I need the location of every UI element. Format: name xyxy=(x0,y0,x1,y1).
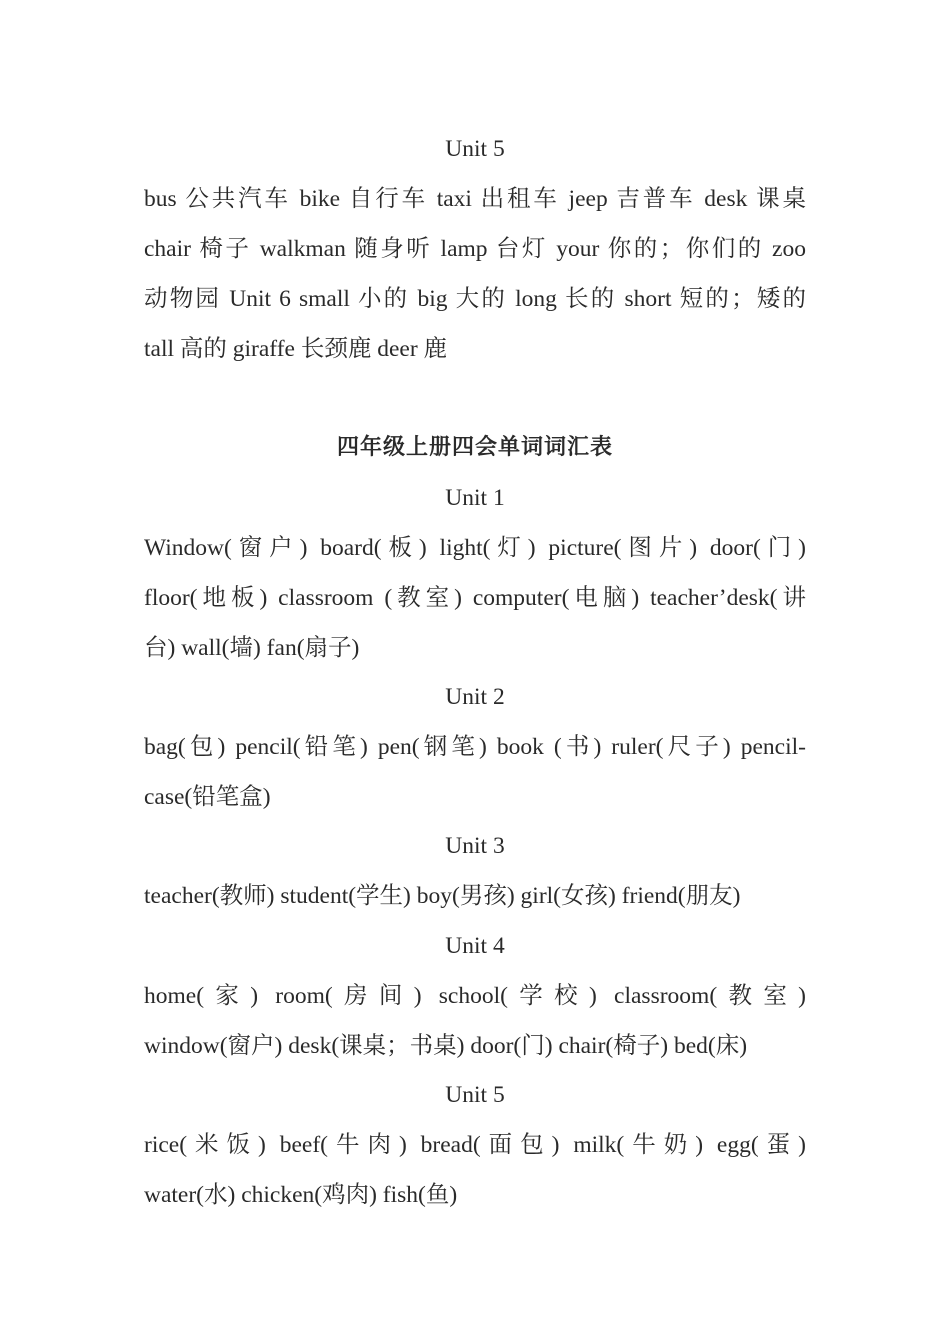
unit-3-title: Unit 3 xyxy=(445,833,505,859)
vocab-line: 动物园 Unit 6 small 小的 big 大的 long 长的 short 短的；矮的 xyxy=(144,286,806,312)
vocab-line: case(铅笔盒) xyxy=(144,784,271,810)
vocab-line: home(家) room(房间) school(学校) classroom(教室) xyxy=(144,983,806,1009)
vocab-line: Window(窗户) board(板) light(灯) picture(图片) door(门) xyxy=(144,535,806,561)
unit-5-title: Unit 5 xyxy=(445,1082,505,1108)
vocab-line: bag(包) pencil(铅笔) pen(钢笔) book (书) ruler(尺子) pencil- xyxy=(144,734,806,760)
unit-2-title: Unit 2 xyxy=(445,684,505,710)
unit-5-title: Unit 5 xyxy=(445,136,505,162)
vocab-line: floor(地板) classroom (教室) computer(电脑) teacher’desk(讲 xyxy=(144,585,806,611)
vocab-line: tall 高的 giraffe 长颈鹿 deer 鹿 xyxy=(144,336,448,362)
vocab-line: chair 椅子 walkman 随身听 lamp 台灯 your 你的；你们的 zoo xyxy=(144,236,806,262)
vocab-line: window(窗户) desk(课桌；书桌) door(门) chair(椅子) bed(床) xyxy=(144,1033,748,1059)
vocabulary-table-heading: 四年级上册四会单词词汇表 xyxy=(336,435,613,460)
vocab-line: 台) wall(墙) fan(扇子) xyxy=(144,635,360,661)
vocab-line: bus 公共汽车 bike 自行车 taxi 出租车 jeep 吉普车 desk 课桌 xyxy=(144,186,806,212)
vocab-line: rice(米饭) beef(牛肉) bread(面包) milk(牛奶) egg(蛋) xyxy=(144,1132,806,1158)
unit-1-title: Unit 1 xyxy=(445,485,505,511)
vocab-line: teacher(教师) student(学生) boy(男孩) girl(女孩) friend(朋友) xyxy=(144,883,741,909)
vocab-line: water(水) chicken(鸡肉) fish(鱼) xyxy=(144,1182,458,1208)
unit-4-title: Unit 4 xyxy=(445,933,505,959)
